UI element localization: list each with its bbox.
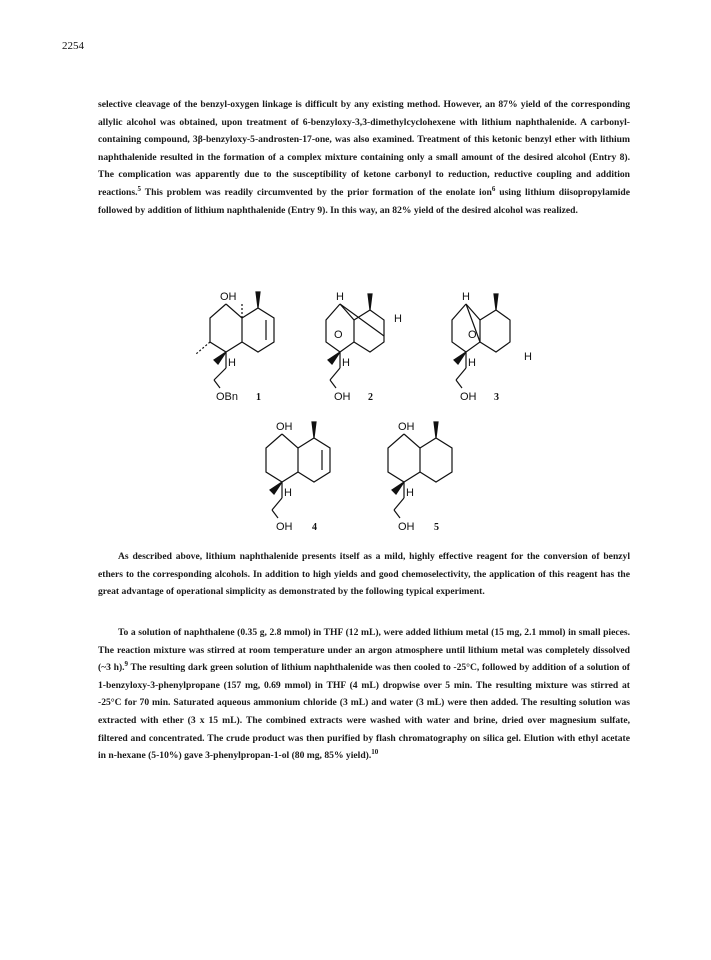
footnote-ref-5: 5 bbox=[137, 184, 142, 193]
structure-2 bbox=[326, 291, 402, 403]
structure-5-label: 5 bbox=[434, 522, 439, 530]
structure-4-bottom-group: OH bbox=[276, 521, 293, 530]
structure-3-label: 3 bbox=[494, 392, 499, 403]
paragraph-2: As described above, lithium naphthalenide presents itself as a mild, highly effective reagent for the conversion of benzyl ethers to the corresponding alcohols. In addition to high yields and good chemoselectivity, the application of this reagent has the great advantage of operational simplicity as demonstrated by the following typical experiment. bbox=[98, 551, 630, 598]
structure-1 bbox=[196, 291, 274, 403]
structure-2-bottom-group: OH bbox=[334, 391, 351, 403]
structure-2-h: H bbox=[342, 357, 350, 369]
footnote-ref-9: 9 bbox=[124, 660, 129, 668]
page-number: 2254 bbox=[62, 40, 84, 52]
structure-4-label: 4 bbox=[312, 522, 317, 530]
structure-1-bottom-group: OBn bbox=[216, 391, 239, 403]
structure-1-top-group: OH bbox=[220, 291, 237, 303]
footnote-ref-6: 6 bbox=[491, 184, 496, 193]
structure-2-label: 2 bbox=[368, 392, 373, 403]
structure-5-bottom-group: OH bbox=[398, 521, 415, 530]
structure-3-bridge-atom: O bbox=[468, 329, 477, 341]
structure-2-top-group: H bbox=[336, 291, 344, 303]
paragraph-3-text-b: The resulting dark green solution of lithium naphthalenide was then cooled to -25°C, followed by addition of a solution of 1-benzyloxy-3-phenylpropane (157 mg, 0.69 mmol) in THF (4 mL) dropwise over 5 min. The resulting mixture was stirred at -25°C for 70 min. Saturated aqueous ammonium chloride (3 mL) and water (3 mL) were then added. The resulting solution was extracted with ether (3 x 15 mL). The combined extracts were washed with water and brine, dried over magnesium sulfate, filtered and concentrated. The crude product was then purified by flash chromatography on silica gel. Elution with ethyl acetate in n-hexane (5-10%) gave 3-phenylpropan-1-ol (80 mg, 85% yield). bbox=[98, 662, 630, 762]
structure-5-top-group: OH bbox=[398, 421, 415, 433]
structure-5-h: H bbox=[406, 487, 414, 499]
paragraph-3-text: To a solution of naphthalene (0.35 g, 2.8 mmol) in THF (12 mL), were added lithium metal (15 mg, 2.1 mmol) in small pieces. The reaction mixture was stirred at room temperature under an argon atmosphere until lithium metal was completely dissolved (~3 h). bbox=[98, 627, 630, 674]
structure-3-side-h: H bbox=[524, 351, 532, 363]
structures-figure bbox=[0, 280, 711, 530]
structure-4 bbox=[266, 421, 330, 530]
structure-3-top-group: H bbox=[462, 291, 470, 303]
structure-1-h: H bbox=[228, 357, 236, 369]
paragraph-1-text: selective cleavage of the benzyl-oxygen linkage is difficult by any existing method. However, an 87% yield of the corresponding allylic alcohol was obtained, upon treatment of 6-benzyloxy-3,3-dimethylcyclohexene with lithium naphthalenide. A carbonyl-containing compound, 3β-benzyloxy-5-androsten-17-one, was also examined. Treatment of this ketonic benzyl ether with lithium naphthalenide resulted in the formation of a complex mixture containing only a small amount of the desired alcohol (Entry 8). The complication was apparently due to the susceptibility of ketone carbonyl to reduction, reductive coupling and addition reactions. bbox=[98, 99, 630, 198]
structure-2-side-h: H bbox=[394, 313, 402, 325]
footnote-ref-10: 10 bbox=[371, 747, 379, 756]
structure-4-h: H bbox=[284, 487, 292, 499]
paragraph-1 bbox=[98, 96, 630, 219]
structure-4-top-group: OH bbox=[276, 421, 293, 433]
structure-1-label: 1 bbox=[256, 392, 261, 403]
structure-2-bridge-atom: O bbox=[334, 329, 343, 341]
paragraph-3 bbox=[98, 624, 630, 765]
structure-3-bottom-group: OH bbox=[460, 391, 477, 403]
paragraph-1-text-c: using lithium diisopropylamide followed by addition of lithium naphthalenide (Entry 9). In this way, an 82% yield of the desired alcohol was realized. bbox=[98, 186, 630, 216]
paragraph-1-text-b: This problem was readily circumvented by the prior formation of the enolate ion bbox=[141, 186, 492, 198]
structure-5 bbox=[388, 421, 452, 530]
structure-3 bbox=[452, 291, 532, 403]
structure-3-h: H bbox=[468, 357, 476, 369]
